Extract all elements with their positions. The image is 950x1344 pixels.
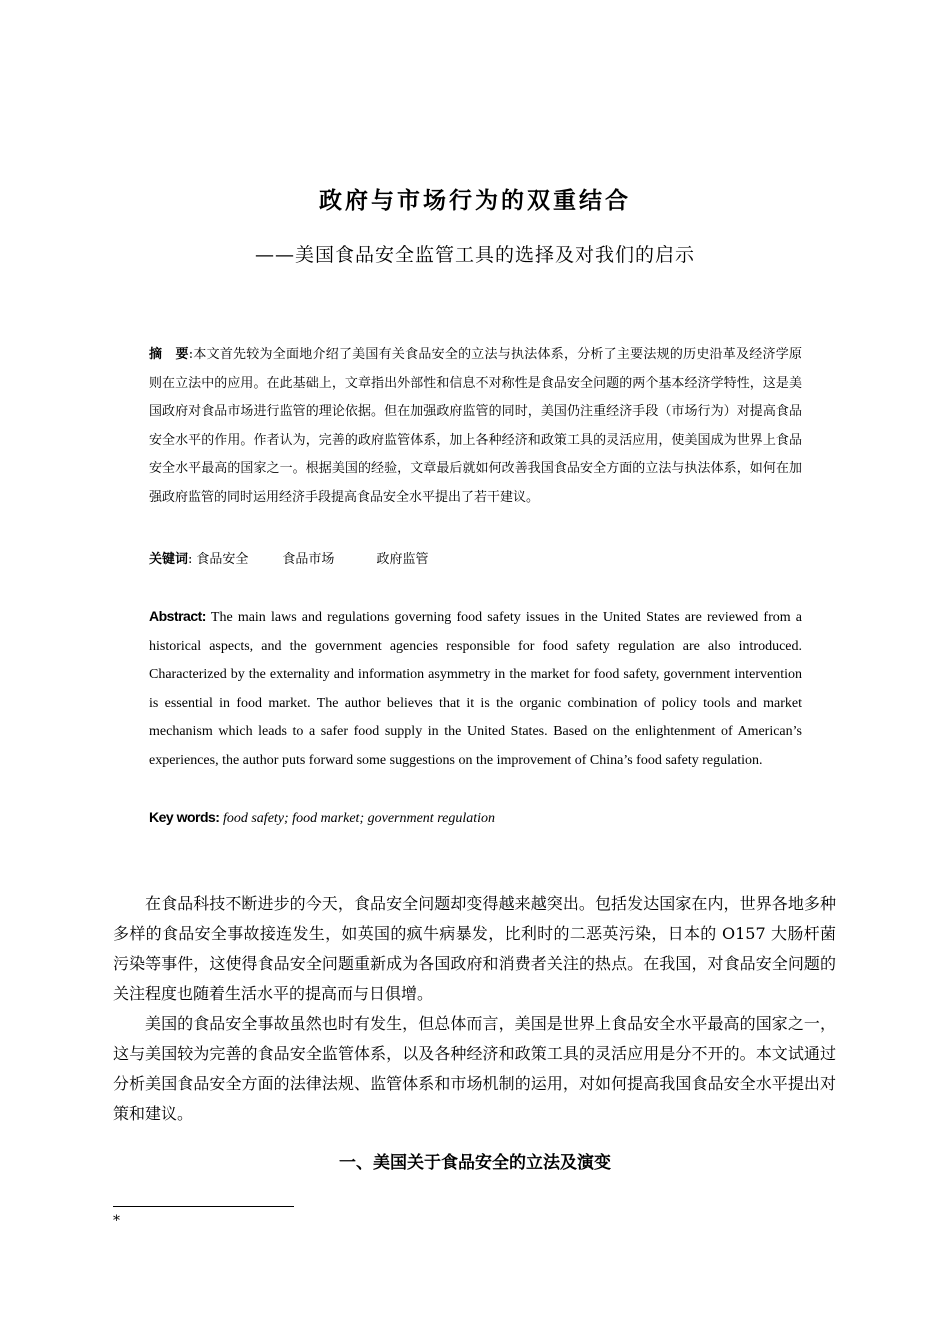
abstract-english (149, 602, 802, 776)
abstract-chinese (149, 341, 802, 513)
keywords-en-label: Key words: (149, 809, 220, 825)
keywords-cn-label: 关键词 (149, 552, 189, 567)
abstract-cn-separator: : (188, 347, 194, 362)
keyword-cn-item: 食品市场 (282, 552, 335, 567)
footnote-divider (113, 1206, 294, 1207)
keywords-chinese (149, 546, 802, 574)
section-heading: 一、美国关于食品安全的立法及演变 (339, 1153, 611, 1173)
keyword-cn-item: 政府监管 (376, 552, 429, 567)
keywords-english (149, 803, 802, 833)
document-subtitle: ——美国食品安全监管工具的选择及对我们的启示 (254, 244, 695, 266)
keywords-en-value: food safety; food market; government regulation (222, 811, 496, 826)
body-text (113, 889, 836, 1129)
keyword-cn-item: 食品安全 (196, 552, 249, 567)
abstract-en-text: The main laws and regulations governing food safety issues in the United States are reviewed from a historical aspects, and the government agencies responsible for food safety regulation are also introduced. Characterized by the externality and information asymmetry in the market for food safety, government intervention is essential in food market. The author believes that it is the organic combination of policy tools and market mechanism which leads to a safer food supply in the United States. Based on the enlightenment of American’s experiences, the author puts forward some suggestions on the improvement of China’s food safety regulation. (149, 610, 802, 768)
abstract-cn-label: 摘 要 (149, 347, 189, 362)
keywords-cn-separator: : (188, 552, 193, 567)
abstract-en-label: Abstract: (149, 608, 206, 624)
body-paragraph: 美国的食品安全事故虽然也时有发生，但总体而言，美国是世界上食品安全水平最高的国家之一，这与美国较为完善的食品安全监管体系，以及各种经济和政策工具的灵活应用是分不开的。本文试通过分析美国食品安全方面的法律法规、监管体系和市场机制的运用，对如何提高我国食品安全水平提出对策和建议。 (113, 1014, 836, 1123)
abstract-cn-text: 本文首先较为全面地介绍了美国有关食品安全的立法与执法体系，分析了主要法规的历史沿革及经济学原则在立法中的应用。在此基础上，文章指出外部性和信息不对称性是食品安全问题的两个基本经济学特性，这是美国政府对食品市场进行监管的理论依据。但在加强政府监管的同时，美国仍注重经济手段（市场行为）对提高食品安全水平的作用。作者认为，完善的政府监管体系，加上各种经济和政策工具的灵活应用，使美国成为世界上食品安全水平最高的国家之一。根据美国的经验，文章最后就如何改善我国食品安全方面的立法与执法体系，如何在加强政府监管的同时运用经济手段提高食品安全水平提出了若干建议。 (149, 347, 802, 505)
body-paragraph: 在食品科技不断进步的今天，食品安全问题却变得越来越突出。包括发达国家在内，世界各地多种多样的食品安全事故接连发生，如英国的疯牛病暴发，比利时的二恶英污染，日本的 O157 大肠杆菌污染等事件，这使得食品安全问题重新成为各国政府和消费者关注的热点。在我国，对食品安全问题的关注程度也随着生活水平的提高而与日俱增。 (113, 894, 836, 1003)
document-title: 政府与市场行为的双重结合 (319, 187, 631, 214)
footnote-mark: * (113, 1213, 120, 1229)
